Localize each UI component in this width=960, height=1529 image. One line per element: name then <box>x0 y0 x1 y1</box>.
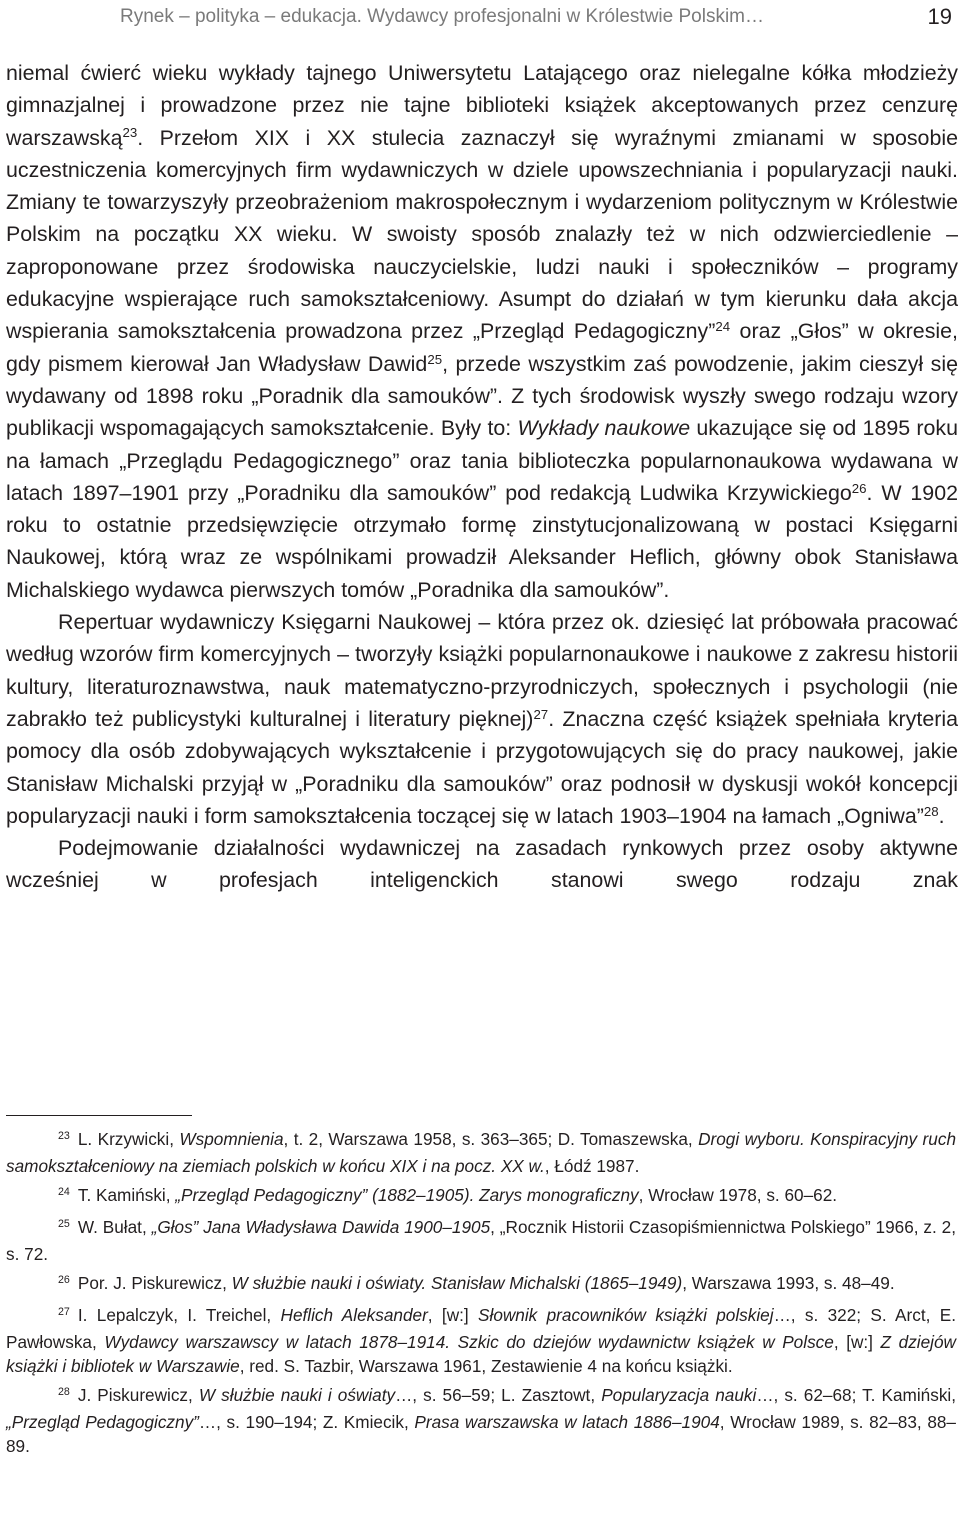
footnote-text: , [w:] <box>833 1332 881 1352</box>
footnote-italic: W służbie nauki i oświaty. Stanisław Michalski (1865–1949) <box>231 1273 683 1293</box>
footnote-text: , Warszawa 1993, s. 48–49. <box>682 1273 895 1293</box>
footnote-text: , Łódź 1987. <box>544 1156 640 1176</box>
footnote-text: , red. S. Tazbir, Warszawa 1961, Zestawienie 4 na końcu książki. <box>239 1356 733 1376</box>
footnote-text: Por. J. Piskurewicz, <box>77 1273 232 1293</box>
p3-text-a: Podejmowanie działalności wydawniczej na zasadach rynkowych przez osoby aktywne wcześniej w profesjach inteligenckich stanowi swego rodzaju znak <box>6 836 958 893</box>
footnote-ref-23: 23 <box>122 125 138 141</box>
footnote-ref-27: 27 <box>533 706 549 722</box>
footnote-number: 23 <box>58 1130 70 1142</box>
footnote-28 <box>6 1383 956 1458</box>
p1-text-d: , przede wszystkim zaś powodzenie, jakim cieszył się wydawany od 1898 roku „Poradnik dla samouków”. Z tych środowisk wyszły swego rodzaju wzory publikacji wspomagających samokształcenie. Były to: <box>6 351 958 441</box>
footnote-italic: „Przegląd Pedagogiczny” (1882–1905). Zarys monograficzny <box>175 1185 639 1205</box>
p1-title-italic: Wykłady naukowe <box>517 416 691 441</box>
footnote-text: …, s. 322; S. Arct, E. Pawłowska, <box>6 1305 956 1352</box>
footnote-italic: Heflich Aleksander <box>280 1305 428 1325</box>
footnote-text: L. Krzywicki, <box>77 1129 180 1149</box>
footnote-ref-24: 24 <box>715 319 731 335</box>
footnote-text: …, s. 62–68; T. Kamiński, <box>756 1385 957 1405</box>
footnote-number: 28 <box>58 1386 70 1398</box>
p1-text-c: oraz „Głos” w okresie, gdy pismem kierował Jan Władysław Dawid <box>6 319 958 376</box>
footnote-text: , Wrocław 1978, s. 60–62. <box>638 1185 838 1205</box>
footnote-text: I. Lepalczyk, I. Treichel, <box>77 1305 281 1325</box>
body-text <box>6 57 958 897</box>
footnote-number: 26 <box>58 1274 70 1286</box>
p2-text-c: . <box>938 803 945 828</box>
footnote-text: …, s. 56–59; L. Zasztowt, <box>395 1385 602 1405</box>
footnote-separator <box>6 1115 192 1116</box>
footnote-text: T. Kamiński, <box>77 1185 176 1205</box>
footnote-text: …, s. 190–194; Z. Kmiecik, <box>198 1412 415 1432</box>
footnote-text: , t. 2, Warszawa 1958, s. 363–365; D. Tomaszewska, <box>283 1129 699 1149</box>
footnote-ref-28: 28 <box>923 803 939 819</box>
p1-text-b: . Przełom XIX i XX stulecia zaznaczył się wyraźnymi zmianami w sposobie uczestniczenia komercyjnych firm wydawniczych w dziele upowszechniania i popularyzacji nauki. Zmiany te towarzyszyły przeobrażeniom makrospołecznym i wydarzeniom politycznym w Królestwie Polskim na początku XX wieku. W swoisty sposób znalazły też w nich odzwierciedlenie – zaproponowane przez środowiska nauczycielskie, ludzi nauki i społeczników – programy edukacyjne wspierające ruch samokształceniowy. Asumpt do działań w tym kierunku dała akcja wspierania samokształcenia prowadzona przez „Przegląd Pedagogiczny” <box>6 125 958 344</box>
footnote-text: W. Bułat, <box>77 1217 152 1237</box>
footnote-text: J. Piskurewicz, <box>77 1385 199 1405</box>
page-number: 19 <box>927 4 952 29</box>
footnote-number: 24 <box>58 1186 70 1198</box>
footnote-26 <box>6 1271 956 1298</box>
footnote-number: 27 <box>58 1306 70 1318</box>
footnote-italic: „Głos” Jana Władysława Dawida 1900–1905 <box>151 1217 491 1237</box>
paragraph-1 <box>6 57 958 606</box>
footnote-text: , [w:] <box>427 1305 479 1325</box>
footnote-italic: Wspomnienia <box>179 1129 284 1149</box>
footnote-italic: Wydawcy warszawscy w latach 1878–1914. Szkic do dziejów wydawnictw książek w Polsce <box>104 1332 834 1352</box>
footnote-ref-26: 26 <box>851 480 867 496</box>
running-title: Rynek – polityka – edukacja. Wydawcy profesjonalni w Królestwie Polskim… <box>120 6 764 27</box>
footnote-text: , Wrocław 1989, s. 82–83, 88–89. <box>6 1412 956 1456</box>
footnote-italic: Słownik pracowników książki polskiej <box>478 1305 774 1325</box>
p1-text-g: . W 1902 roku to ostatnie przedsięwzięcie otrzymało formę zinstytucjonalizowaną w postaci Księgarni Naukowej, którą wraz ze wspólnikami prowadził Aleksander Heflich, główny obok Stanisława Michalskiego wydawca pierwszych tomów „Poradnika dla samouków”. <box>6 480 958 602</box>
footnote-italic: „Przegląd Pedagogiczny” <box>6 1412 199 1432</box>
footnote-number: 25 <box>58 1218 70 1230</box>
p1-text-f: ukazujące się od 1895 roku na łamach „Przeglądu Pedagogicznego” oraz tania biblioteczka popularnonaukowa wydawana w latach 1897–1901 przy „Poradniku dla samouków” pod redakcją Ludwika Krzywickiego <box>6 416 958 505</box>
footnote-italic: Drogi wyboru. Konspiracyjny ruch samokształceniowy na ziemiach polskich w końcu XIX i na pocz. XX w. <box>6 1129 956 1176</box>
footnote-italic: Popularyzacja nauki <box>601 1385 757 1405</box>
footnote-25 <box>6 1215 956 1266</box>
paragraph-2 <box>6 606 958 832</box>
paragraph-3 <box>6 832 958 897</box>
p2-text-a: Repertuar wydawniczy Księgarni Naukowej – która przez ok. dziesięć lat próbowała pracować według wzorów firm komercyjnych – tworzyły książki popularnonaukowe i naukowe z zakresu historii kultury, literaturoznawstwa, nauk matematyczno-przyrodniczych, społecznych i psychologii (nie zabrakło też publicystyki kulturalnej i literatury pięknej) <box>6 610 958 731</box>
footnote-24 <box>6 1183 956 1210</box>
p2-text-b: . Znaczna część książek spełniała kryteria pomocy dla osób zdobywających wykształcenie i przygotowujących się do pracy naukowej, jakie Stanisław Michalski przyjął w „Poradniku dla samouków” oraz podnosił w dyskusji wokół koncepcji popularyzacji nauki i form samokształcenia toczącej się w latach 1903–1904 na łamach „Ogniwa” <box>6 706 958 828</box>
footnote-italic: Z dziejów książki i bibliotek w Warszawie <box>6 1332 956 1376</box>
footnote-italic: Prasa warszawska w latach 1886–1904 <box>414 1412 720 1432</box>
p1-text-a: niemal ćwierć wieku wykłady tajnego Uniwersytetu Latającego oraz nielegalne kółka młodzieży gimnazjalnej i prowadzone przez nie tajne biblioteki książek akceptowanych przez cenzurę warszawską <box>6 61 958 150</box>
footnote-23 <box>6 1127 956 1178</box>
footnote-ref-25: 25 <box>427 351 443 367</box>
running-header <box>0 0 960 34</box>
footnote-italic: W służbie nauki i oświaty <box>198 1385 396 1405</box>
footnote-27 <box>6 1303 956 1378</box>
footnotes <box>6 1127 956 1463</box>
footnote-text: , „Rocznik Historii Czasopiśmiennictwa Polskiego” 1966, z. 2, s. 72. <box>6 1217 956 1264</box>
